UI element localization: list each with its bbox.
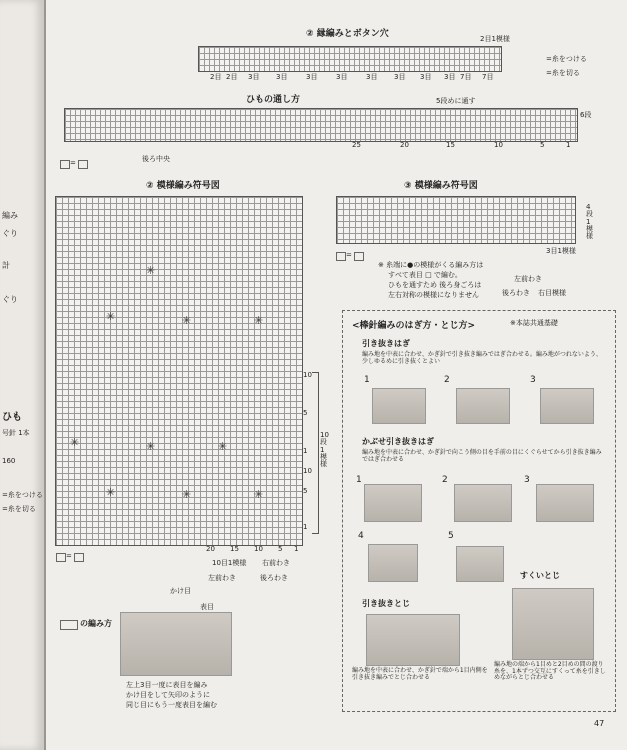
knit-illustration xyxy=(536,484,594,522)
legend-blank-box xyxy=(336,252,346,261)
band-count: 7目 xyxy=(482,73,494,81)
step-number: 1 xyxy=(364,375,370,385)
technique-section-title: 引き抜きとじ xyxy=(362,599,410,608)
band-count: 3目 xyxy=(420,73,432,81)
pattern2-row-number: 10 xyxy=(303,371,312,379)
stitch-omote-label: 表目 xyxy=(200,603,214,611)
band-chart xyxy=(198,46,502,72)
left-heading: ひも xyxy=(2,412,22,423)
pattern3-back: 後ろわき xyxy=(502,289,530,297)
step-number: 3 xyxy=(530,375,536,385)
legend-knit-box xyxy=(78,160,88,169)
cord-col-number: 1 xyxy=(566,141,571,149)
knit-illustration xyxy=(368,544,418,582)
pattern2-chart xyxy=(55,196,303,546)
cord-col-number: 20 xyxy=(400,141,409,149)
stitch-desc: 左上3目一度に表目を編み xyxy=(126,681,208,689)
star-stitch-icon: ✳ xyxy=(254,488,264,501)
band-right-label: 2目1模様 xyxy=(480,35,510,43)
step-number: 4 xyxy=(358,531,364,541)
knit-illustration xyxy=(366,614,460,666)
cord-col-number: 25 xyxy=(352,141,361,149)
technique-section-title: 引き抜きはぎ xyxy=(362,339,410,348)
knit-illustration xyxy=(540,388,594,424)
cord-col-number: 10 xyxy=(494,141,503,149)
technique-section-desc: 編み地を中表に合わせ、かぎ針で端から1目内側を引き抜き編みでとじ合わせる xyxy=(352,667,488,681)
technique-section-title: かぶせ引き抜きはぎ xyxy=(362,437,434,446)
left-note: 編み xyxy=(2,211,18,220)
left-page-margin xyxy=(0,0,46,750)
step-number: 5 xyxy=(448,531,454,541)
stitch-kakeme-label: かけ目 xyxy=(170,587,191,595)
knit-illustration xyxy=(512,588,594,660)
stitch-symbol-box xyxy=(60,620,78,630)
pattern2-repeat-bracket xyxy=(312,372,319,534)
star-stitch-icon: ✳ xyxy=(106,486,116,499)
pattern2-row-number: 5 xyxy=(303,487,308,495)
legend-knit-box xyxy=(354,252,364,261)
technique-ref: ※本誌共通基礎 xyxy=(510,319,558,327)
knit-illustration xyxy=(372,388,426,424)
technique-section-desc: 編み地の端から1目めと2目めの間の渡り糸を、1本ずつ交互にすくって糸を引きしめながらとじ合わせる xyxy=(494,661,606,682)
band-title: ② 縁編みとボタン穴 xyxy=(306,29,389,39)
pattern2-back: 後ろわき xyxy=(260,574,288,582)
star-stitch-icon: ✳ xyxy=(182,488,192,501)
pattern3-note: すべて表目 □ で編む。 xyxy=(388,271,462,279)
pattern3-note: ※ 糸端に●の模様がくる編み方は xyxy=(378,261,484,269)
star-stitch-icon: ✳ xyxy=(106,310,116,323)
pattern2-row-number: 10 xyxy=(303,467,312,475)
star-stitch-icon: ✳ xyxy=(218,440,228,453)
pattern2-repeat-label: 10目1模様 xyxy=(212,559,247,567)
legend-blank-box xyxy=(56,553,66,562)
pattern3-note: 左右対称の模様になりません xyxy=(388,291,479,299)
band-count: 3目 xyxy=(248,73,260,81)
legend-equals: = xyxy=(70,159,76,167)
pattern2-left-front: 左前わき xyxy=(208,574,236,582)
left-note: =糸を切る xyxy=(2,505,36,513)
left-note: 計 xyxy=(2,261,10,270)
cord-col-number: 15 xyxy=(446,141,455,149)
page-number: 47 xyxy=(594,719,605,728)
pattern2-side-label: 10段1模様 xyxy=(320,431,329,469)
legend-equals: = xyxy=(66,552,72,560)
pattern2-col-number: 20 xyxy=(206,545,215,553)
band-count: 2目 xyxy=(210,73,222,81)
pattern2-col-number: 1 xyxy=(294,545,299,553)
band-count: 3目 xyxy=(366,73,378,81)
stitch-desc: かけ目をして矢印のように xyxy=(126,691,210,699)
pattern3-side-label: 4段1模様 xyxy=(586,203,593,241)
legend-attach: =糸をつける xyxy=(546,55,587,63)
cord-row-label: 6段 xyxy=(580,111,592,119)
pattern2-right-front: 右前わき xyxy=(262,559,290,567)
knit-illustration xyxy=(456,546,504,582)
technique-section-desc: 編み地を中表に合わせ、かぎ針で引き抜き編みではぎ合わせる。編み地がつれないよう、少しゆるめに引き抜くとよい xyxy=(362,351,602,365)
cord-col-number: 5 xyxy=(540,141,545,149)
stitch-title: の編み方 xyxy=(80,619,112,628)
pattern2-col-number: 10 xyxy=(254,545,263,553)
legend-knit-box xyxy=(74,553,84,562)
star-stitch-icon: ✳ xyxy=(146,264,156,277)
stitch-desc: 同じ目にもう一度表目を編む xyxy=(126,701,217,709)
stitch-illustration xyxy=(120,612,232,676)
star-stitch-icon: ✳ xyxy=(182,314,192,327)
legend-equals: = xyxy=(346,251,352,259)
band-count: 3目 xyxy=(306,73,318,81)
cord-chart xyxy=(64,108,578,142)
knit-illustration xyxy=(456,388,510,424)
left-note: 160 xyxy=(2,457,16,465)
band-count: 3目 xyxy=(444,73,456,81)
step-number: 2 xyxy=(442,475,448,485)
pattern3-repeat-label: 3目1模様 xyxy=(546,247,576,255)
left-note: 号針 1本 xyxy=(2,429,30,437)
star-stitch-icon: ✳ xyxy=(254,314,264,327)
star-stitch-icon: ✳ xyxy=(70,436,80,449)
band-count: 3目 xyxy=(336,73,348,81)
pattern2-col-number: 15 xyxy=(230,545,239,553)
pattern2-col-number: 5 xyxy=(278,545,283,553)
left-note: =糸をつける xyxy=(2,491,43,499)
band-count: 7目 xyxy=(460,73,472,81)
step-number: 3 xyxy=(524,475,530,485)
pattern2-title: ② 模様編み符号図 xyxy=(146,181,220,191)
legend-blank-box xyxy=(60,160,70,169)
pattern2-row-number: 1 xyxy=(303,523,308,531)
pattern3-left-front: 左前わき xyxy=(514,275,542,283)
pattern3-chart xyxy=(336,196,576,244)
pattern3-title: ③ 模様編み符号図 xyxy=(404,181,478,191)
band-count: 2目 xyxy=(226,73,238,81)
step-number: 2 xyxy=(444,375,450,385)
cord-note: 5段めに通す xyxy=(436,97,476,105)
pattern2-row-number: 1 xyxy=(303,447,308,455)
pattern3-note: ひもを通すため 後ろ身ごろは xyxy=(388,281,482,289)
technique-section-title: すくいとじ xyxy=(520,571,560,580)
pattern3-right-front: 右目模様 xyxy=(538,289,566,297)
step-number: 1 xyxy=(356,475,362,485)
technique-title: <棒針編みのはぎ方・とじ方> xyxy=(352,321,476,331)
band-count: 3目 xyxy=(276,73,288,81)
knit-illustration xyxy=(364,484,422,522)
cord-title: ひもの通し方 xyxy=(246,95,301,105)
star-stitch-icon: ✳ xyxy=(146,440,156,453)
technique-section-desc: 編み地を中表に合わせ、かぎ針で向こう側の目を手前の目にくぐらせてから引き抜き編みではぎ合わせる xyxy=(362,449,602,463)
legend-cut: =糸を切る xyxy=(546,69,580,77)
left-note: ぐり xyxy=(2,229,18,238)
back-center-label: 後ろ中央 xyxy=(142,155,170,163)
band-count: 3目 xyxy=(394,73,406,81)
left-note: ぐり xyxy=(2,295,18,304)
knit-illustration xyxy=(454,484,512,522)
pattern2-row-number: 5 xyxy=(303,409,308,417)
